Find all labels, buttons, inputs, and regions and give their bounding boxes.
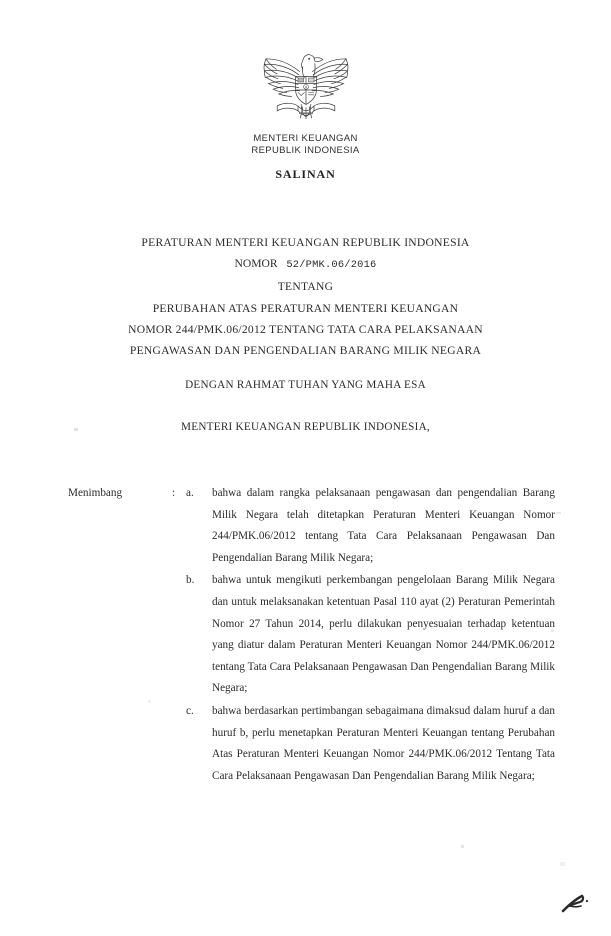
considering-text-b: bahwa untuk mengikuti perkembangan pengelolaan Barang Milik Negara dan untuk melaksanakan ketentuan Pasal 110 ayat (2) Peraturan Pemerintah Nomor 27 Tahun 2014, perlu dilakukan penyesuaian terhadap ketentuan yang diatur dalam Peraturan Menteri Keuangan Nomor 244/PMK.06/2012 tentang Tata Cara Pelaksanaan Pengawasan Dan Pengendalian Barang Milik Negara;: [212, 574, 555, 695]
scan-speck: [74, 428, 78, 431]
considering-item-b: [0, 570, 611, 700]
ministry-header: [0, 133, 611, 182]
scan-speck: [560, 862, 565, 866]
regulation-number-line: [0, 253, 611, 276]
title-line-2: PERUBAHAN ATAS PERATURAN MENTERI KEUANGAN: [152, 301, 459, 315]
handwritten-initial-mark: [560, 892, 594, 918]
considering-marker-b: b.: [186, 574, 195, 587]
copy-mark: SALINAN: [275, 166, 336, 181]
scan-speck: [148, 700, 151, 703]
scan-speck: [551, 629, 554, 632]
considering-label: Menimbang: [68, 487, 123, 499]
title-line-1: PERATURAN MENTERI KEUANGAN REPUBLIK INDONESIA: [141, 236, 470, 249]
considering-text-a: bahwa dalam rangka pelaksanaan pengawasan dan pengendalian Barang Milik Negara telah ditetapkan Peraturan Menteri Keuangan Nomor 244/PMK.06/2012 tentang Tata Cara Pelaksanaan Pengawasan Dan Pengendalian Barang Milik Negara;: [212, 487, 555, 564]
scan-speck: [461, 845, 464, 848]
blessing-line: DENGAN RAHMAT TUHAN YANG MAHA ESA: [185, 379, 426, 391]
emblem-container: [0, 44, 611, 128]
scan-speck: [556, 512, 561, 514]
garuda-pancasila-emblem: [258, 44, 354, 128]
regulation-title-block: [0, 232, 611, 361]
considering-item-c: [0, 701, 611, 787]
ministry-line-2: REPUBLIK INDONESIA: [251, 145, 360, 157]
nomor-label: NOMOR: [234, 257, 278, 271]
issuer-line: MENTERI KEUANGAN REPUBLIK INDONESIA,: [181, 421, 430, 433]
considering-colon: :: [172, 487, 176, 499]
considering-marker-c: c.: [186, 704, 194, 717]
title-line-4: PENGAWASAN DAN PENGENDALIAN BARANG MILIK NEGARA: [129, 344, 482, 358]
tentang-label: TENTANG: [277, 280, 334, 294]
title-line-3: NOMOR 244/PMK.06/2012 TENTANG TATA CARA PELAKSANAAN: [128, 322, 483, 336]
considering-section: [0, 483, 611, 787]
scan-speck: [548, 578, 551, 580]
ministry-line-1: MENTERI KEUANGAN: [253, 133, 358, 144]
considering-item-a: [0, 483, 611, 569]
considering-text-c: bahwa berdasarkan pertimbangan sebagaimana dimaksud dalam huruf a dan huruf b, perlu menetapkan Peraturan Menteri Keuangan tentang Perubahan Atas Peraturan Menteri Keuangan Nomor 244/PMK.06/2012 Tentang Tata Cara Pelaksanaan Pengawasan Dan Pengendalian Barang Milik Negara;: [212, 704, 555, 782]
nomor-value: 52/PMK.06/2016: [286, 259, 377, 272]
considering-marker-a: a.: [186, 487, 194, 499]
